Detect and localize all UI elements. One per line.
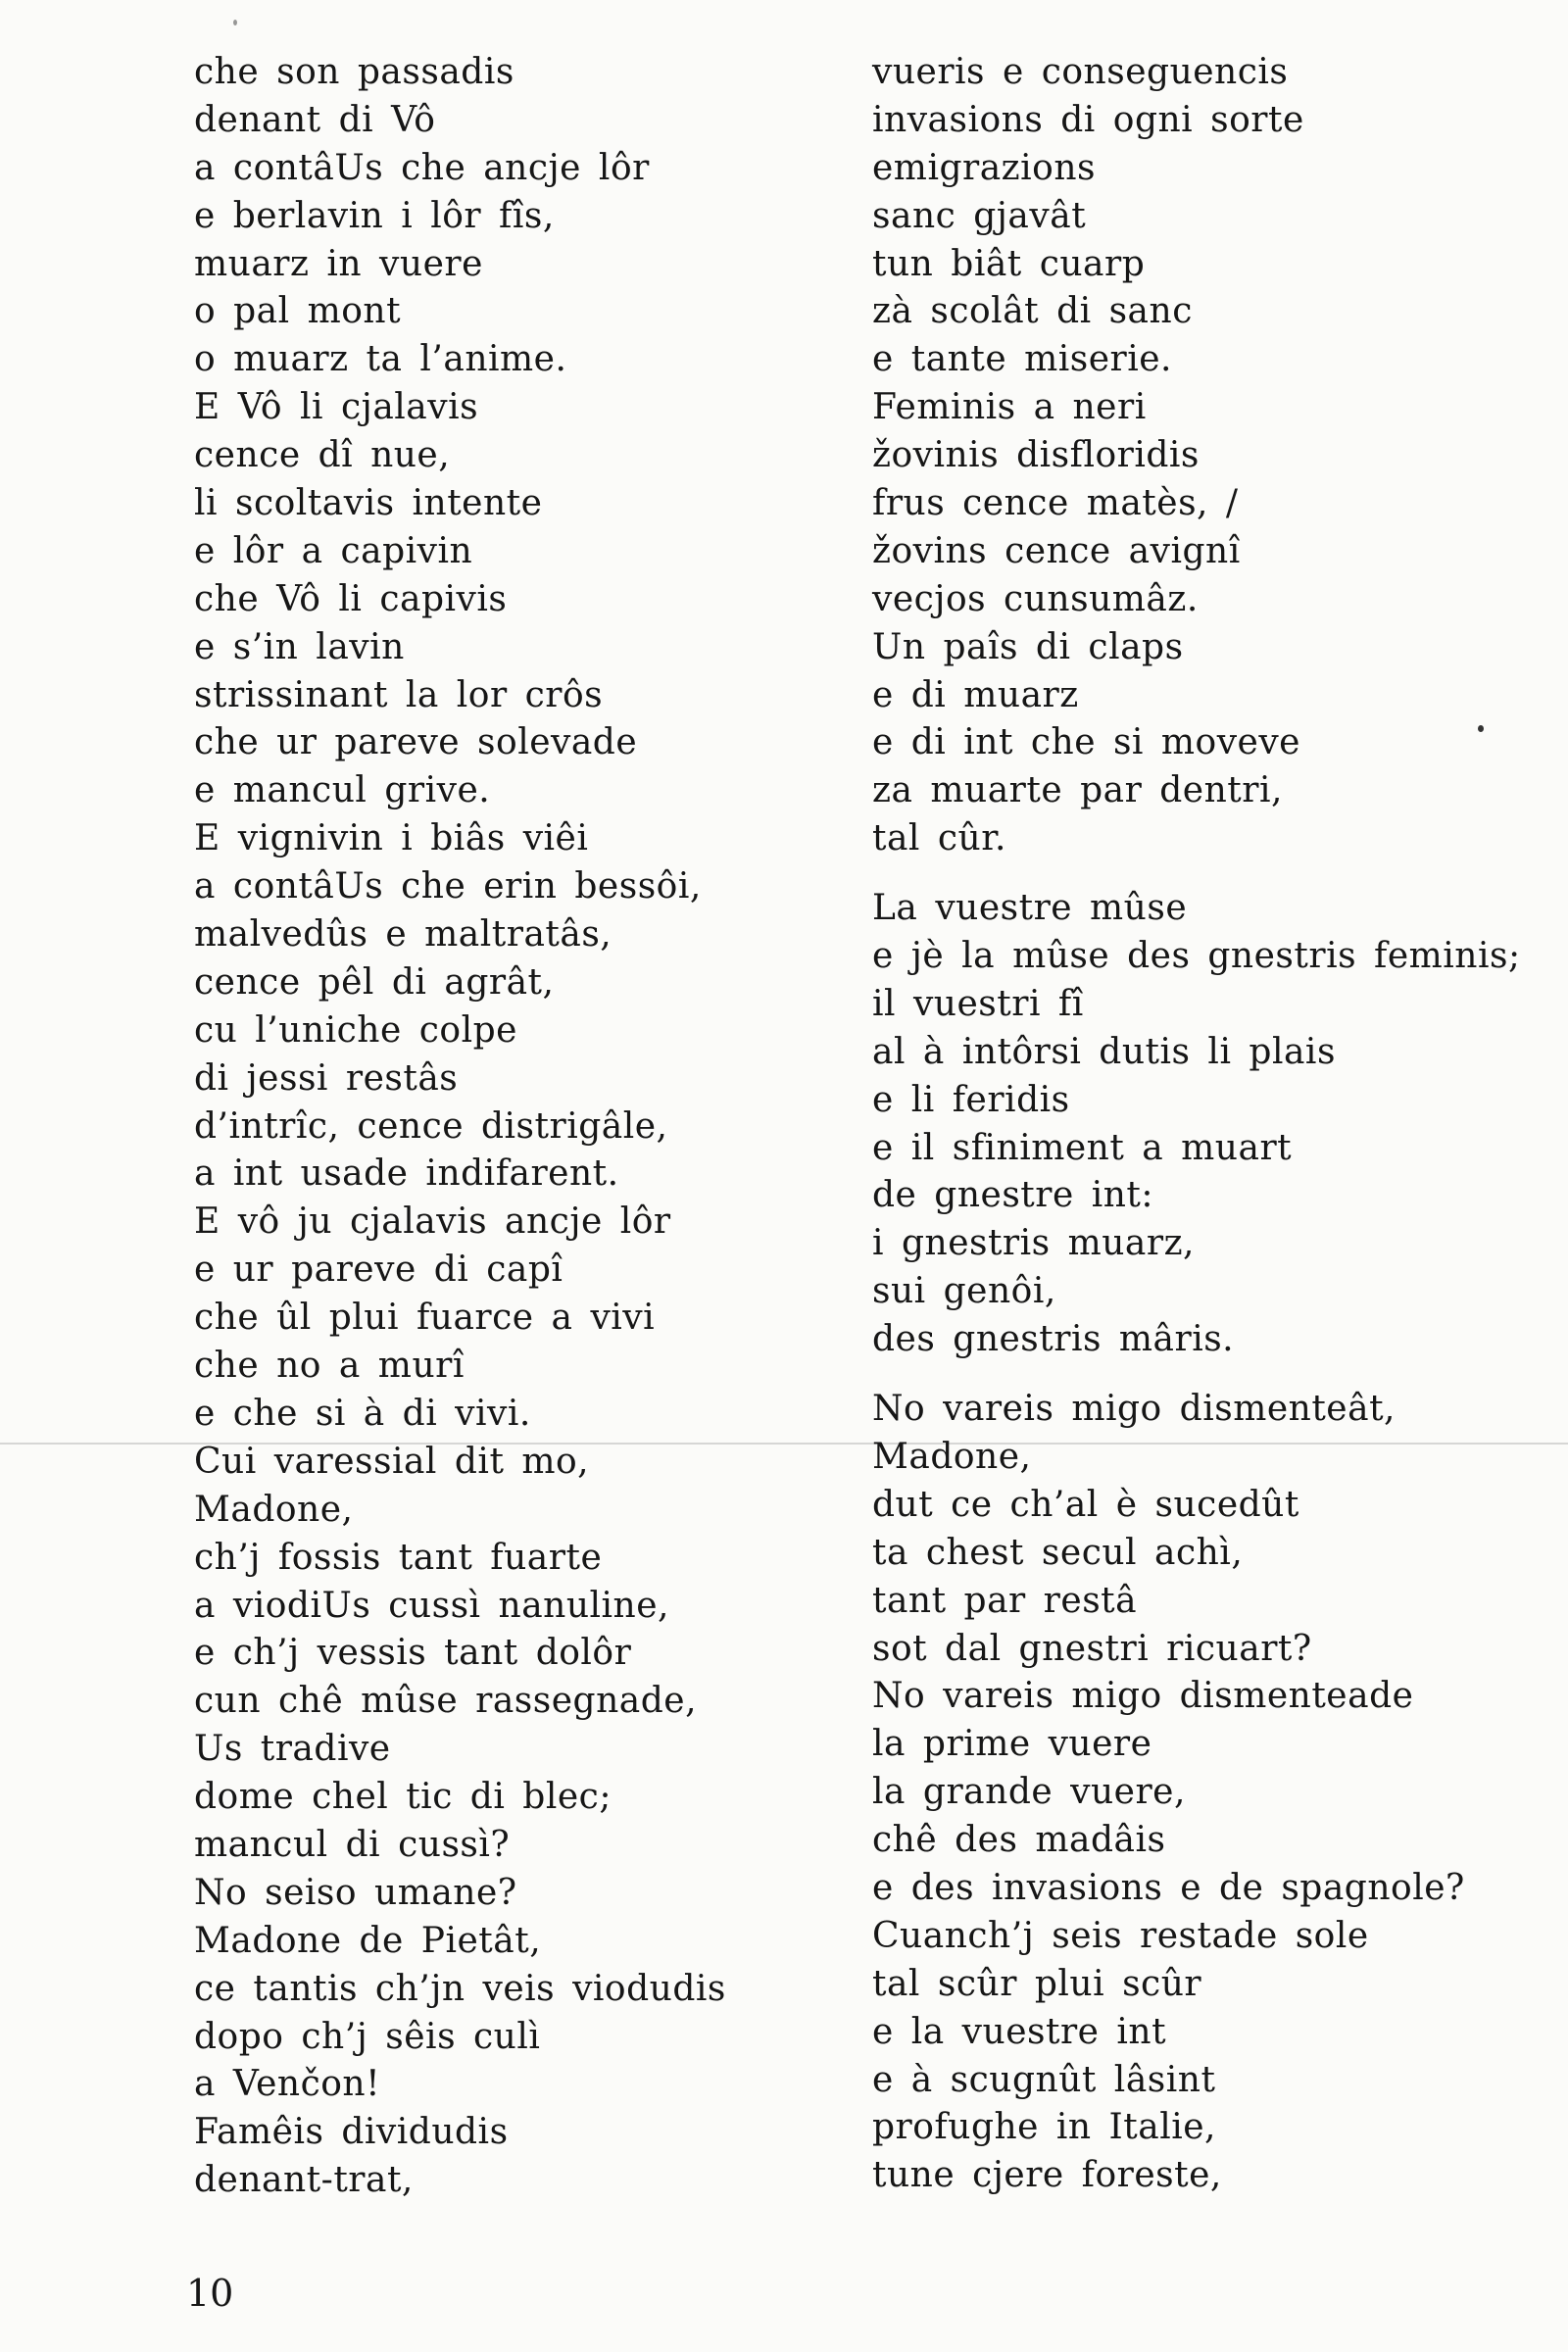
poem-line: e tante miserie. [872,339,1172,380]
poem-line: i gnestris muarz, [872,1223,1195,1264]
page-number: 10 [186,2272,234,2315]
poem-line: mancul di cussì? [194,1824,511,1865]
poem-line: la grande vuere, [872,1772,1186,1813]
poem-line: a contâUs che erin bessôi, [194,866,702,907]
poem-line: vueris e conseguencis [872,52,1289,92]
poem-line: e di muarz [872,674,1079,715]
poem-line: e des invasions e de spagnole? [872,1867,1465,1908]
poem-line: e il sfiniment a muart [872,1127,1293,1168]
poem-line: che Vô li capivis [194,578,508,619]
poem-line: Feminis a neri [872,387,1147,428]
poem-line: ch’j fossis tant fuarte [194,1537,603,1578]
poem-line: Madone, [194,1489,354,1530]
poem-line: cence dî nue, [194,435,451,476]
poem-line: dut ce ch’al è sucedût [872,1484,1299,1525]
poem-line: E vignivin i biâs viêi [194,818,589,859]
poem-line: e ur pareve di capî [194,1250,564,1291]
poem-line: e jè la mûse des gnestris feminis; [872,936,1521,977]
poem-line: cun chê mûse rassegnade, [194,1681,698,1722]
poem-line: sui genôi, [872,1271,1056,1312]
poem-line: e la vuestre int [872,2011,1167,2052]
poem-line: tal cûr. [872,818,1006,859]
poem-line: di jessi restâs [194,1057,459,1099]
poem-line: dopo ch’j sêis culì [194,2016,541,2057]
poem-line: ce tantis ch’jn veis viodudis [194,1968,726,2009]
poem-line: Cui varessial dit mo, [194,1441,590,1482]
poem-line: a int usade indifarent. [194,1153,619,1195]
poem-line: invasions di ogni sorte [872,99,1304,140]
poem-line: zà scolât di sanc [872,291,1193,332]
poem-line: No vareis migo dismenteât, [872,1389,1396,1430]
poem-line: a Venčon! [194,2064,381,2105]
poem-line: No seiso umane? [194,1872,517,1913]
poem-line: za muarte par dentri, [872,770,1283,811]
poem-line: a contâUs che ancje lôr [194,147,650,188]
poem-line: denant-trat, [194,2160,414,2201]
poem-line: tal scûr plui scûr [872,1963,1202,2004]
poem-line: o pal mont [194,291,402,332]
poem-line: tun biât cuarp [872,243,1146,284]
poem-line: cence pêl di agrât, [194,961,555,1003]
poem-line: Us tradive [194,1729,391,1770]
poem-line: žovinis disfloridis [872,435,1200,476]
poem-line: tant par restâ [872,1580,1138,1621]
poem-line: il vuestri fî [872,983,1084,1024]
right-column [872,49,1548,2200]
poem-line: denant di Vô [194,99,436,140]
poem-line: No vareis migo dismenteade [872,1676,1414,1717]
poem-line: Madone, [872,1436,1032,1477]
poem-line: al à intôrsi dutis li plais [872,1031,1336,1072]
poem-line: E vô ju cjalavis ancje lôr [194,1201,671,1243]
poem-line: che ûl plui fuarce a vivi [194,1298,656,1339]
poem-line: e à scugnût lâsint [872,2059,1216,2100]
poem-line: tune cjere foreste, [872,2155,1222,2196]
poem-line: e mancul grive. [194,770,491,811]
poem-line: profughe in Italie, [872,2107,1216,2148]
ink-speck [233,20,237,25]
poem-line: e s’in lavin [194,626,405,667]
poem-line: che no a murî [194,1346,465,1387]
poem-line: e lôr a capivin [194,530,473,571]
poem-line: vecjos cunsumâz. [872,578,1199,619]
poem-line: e li feridis [872,1079,1070,1120]
poem-line: cu l’uniche colpe [194,1009,517,1051]
poem-line: che ur pareve solevade [194,722,638,763]
poem-line: E Vô li cjalavis [194,387,479,428]
poem-line: o muarz ta l’anime. [194,339,567,380]
left-column [194,49,821,2205]
poem-line: Cuanch’j seis restade sole [872,1915,1369,1956]
poem-line: e di int che si moveve [872,722,1300,763]
poem-line: dome chel tic di blec; [194,1777,612,1818]
poem-line: sanc gjavât [872,195,1087,236]
poem-line: Madone de Pietât, [194,1920,542,1961]
poem-line: La vuestre mûse [872,888,1188,929]
poem-line: des gnestris mâris. [872,1319,1235,1360]
poem-line: la prime vuere [872,1724,1152,1765]
poem-line: e che si à di vivi. [194,1393,531,1434]
poem-line: e ch’j vessis tant dolôr [194,1633,632,1674]
poem-line: emigrazions [872,147,1096,188]
poem-line: e berlavin i lôr fîs, [194,195,555,236]
poem-line: Un paîs di claps [872,626,1184,667]
poem-line: Famêis dividudis [194,2112,509,2153]
poem-line: muarz in vuere [194,243,483,284]
poem-line: frus cence matès, / [872,483,1239,524]
poem-line: ta chest secul achì, [872,1532,1244,1573]
poem-line: d’intrîc, cence distrigâle, [194,1105,668,1147]
stanza-gap [872,863,1548,885]
poem-line: che son passadis [194,52,514,92]
poem-line: žovins cence avignî [872,530,1241,571]
poem-line: malvedûs e maltratâs, [194,914,612,956]
poem-line: de gnestre int: [872,1175,1154,1216]
poem-line: strissinant la lor crôs [194,674,604,715]
poem-line: sot dal gnestri ricuart? [872,1628,1312,1669]
poem-line: a viodiUs cussì nanuline, [194,1585,669,1626]
poem-line: li scoltavis intente [194,483,543,524]
stanza-gap [872,1364,1548,1386]
poem-line: chê des madâis [872,1820,1166,1861]
